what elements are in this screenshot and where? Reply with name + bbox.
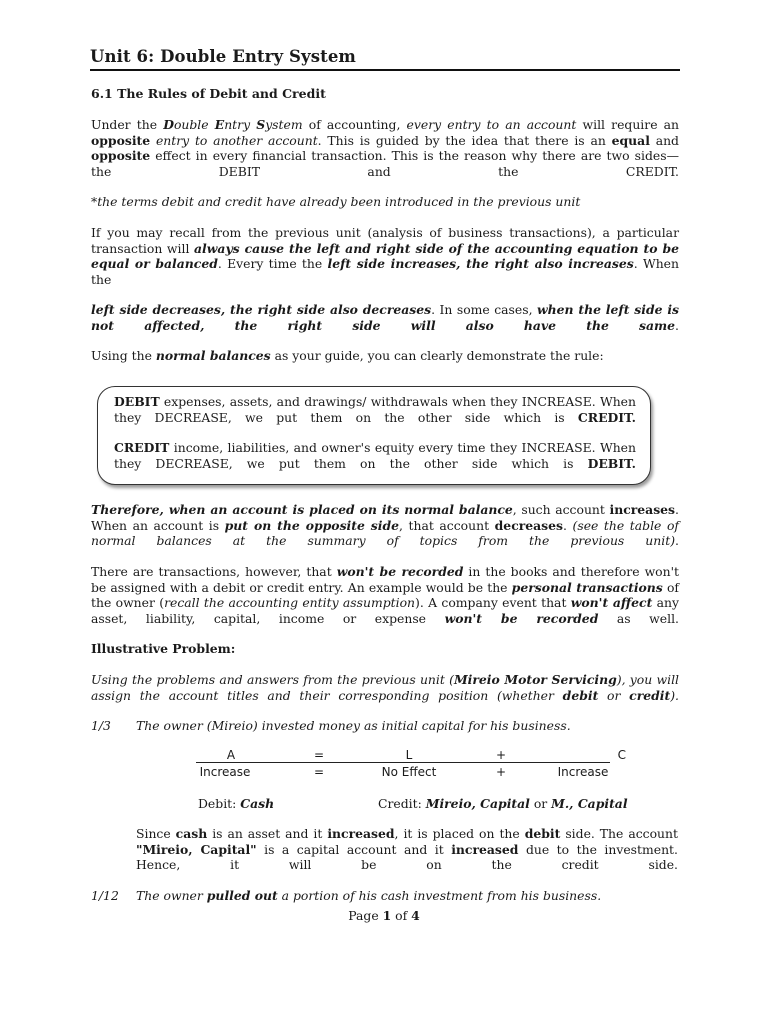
transaction-date-2: 1/12 xyxy=(91,888,119,903)
equation-value-liabilities: No Effect xyxy=(381,765,437,779)
debit-credit-rule-box xyxy=(97,386,651,485)
section-heading: 6.1 The Rules of Debit and Credit xyxy=(91,86,326,101)
transaction-explanation: Since cash is an asset and it increased, it is placed on the debit side. The account "Mireio, Capital" is a capital account and it increased due to the investment. Hence, it will be on the credit side. xyxy=(136,826,678,873)
debit-rule: DEBIT expenses, assets, and drawings/ withdrawals when they INCREASE. When they DECREASE, we put them on the other side which is CREDIT. xyxy=(114,394,636,425)
therefore-paragraph: Therefore, when an account is placed on its normal balance, such account increases. When an account is put on the opposite side, that account decreases. (see the table of normal balances at the summary of topics from the previous unit). xyxy=(91,502,679,549)
unrecorded-transactions-paragraph: There are transactions, however, that won't be recorded in the books and therefore won't be assigned with a debit or credit entry. An example would be the personal transactions of the owner (recall the accounting entity assumption). A company event that won't affect any asset, liability, capital, income or expense won't be recorded as well. xyxy=(91,564,679,626)
equation-header-capital: C xyxy=(617,748,626,762)
transaction-description-2: The owner pulled out a portion of his cash investment from his business. xyxy=(136,888,602,903)
credit-rule: CREDIT income, liabilities, and owner's equity every time they INCREASE. When they DECREASE, we put them on the other side which is DEBIT. xyxy=(114,440,636,471)
equation-header-assets: A xyxy=(226,748,236,762)
page-title: Unit 6: Double Entry System xyxy=(90,47,356,66)
page-number: Page 1 of 4 xyxy=(348,908,420,923)
equation-header-plus: + xyxy=(495,748,507,762)
transaction-date: 1/3 xyxy=(91,718,111,733)
equation-value-equals: = xyxy=(313,765,325,779)
recall-paragraph: If you may recall from the previous unit (analysis of business transactions), a particular transaction will always cause the left and right side of the accounting equation to be equal or balanced. Every time the left side increases, the right also increases. When the xyxy=(91,225,679,287)
equation-header-equals: = xyxy=(313,748,325,762)
terms-note: *the terms debit and credit have already been introduced in the previous unit xyxy=(91,194,581,209)
illustrative-heading: Illustrative Problem: xyxy=(91,641,236,656)
transaction-description: The owner (Mireio) invested money as initial capital for his business. xyxy=(136,718,571,733)
equation-value-plus: + xyxy=(495,765,507,779)
equation-header-liabilities: L xyxy=(405,748,413,762)
intro-paragraph: Under the Double Entry System of accounting, every entry to an account will require an opposite entry to another account. This is guided by the idea that there is an equal and opposite effect in every financial transaction. This is the reason why there are two sides—the DEBIT and the CREDIT. xyxy=(91,117,680,179)
credit-entry: Credit: Mireio, Capital or M., Capital xyxy=(378,796,628,811)
equation-value-capital: Increase xyxy=(557,765,609,779)
equation-value-assets: Increase xyxy=(199,765,251,779)
debit-entry: Debit: Cash xyxy=(198,796,275,811)
normal-balances-paragraph: Using the normal balances as your guide, you can clearly demonstrate the rule: xyxy=(91,348,604,363)
title-underline xyxy=(90,69,680,71)
balance-paragraph: left side decreases, the right side also decreases. In some cases, when the left side is not affected, the right side will also have the same. xyxy=(91,302,679,333)
illustrative-intro: Using the problems and answers from the previous unit (Mireio Motor Servicing), you will assign the account titles and their corresponding position (whether debit or credit). xyxy=(91,672,679,703)
equation-header-underline xyxy=(196,762,610,763)
